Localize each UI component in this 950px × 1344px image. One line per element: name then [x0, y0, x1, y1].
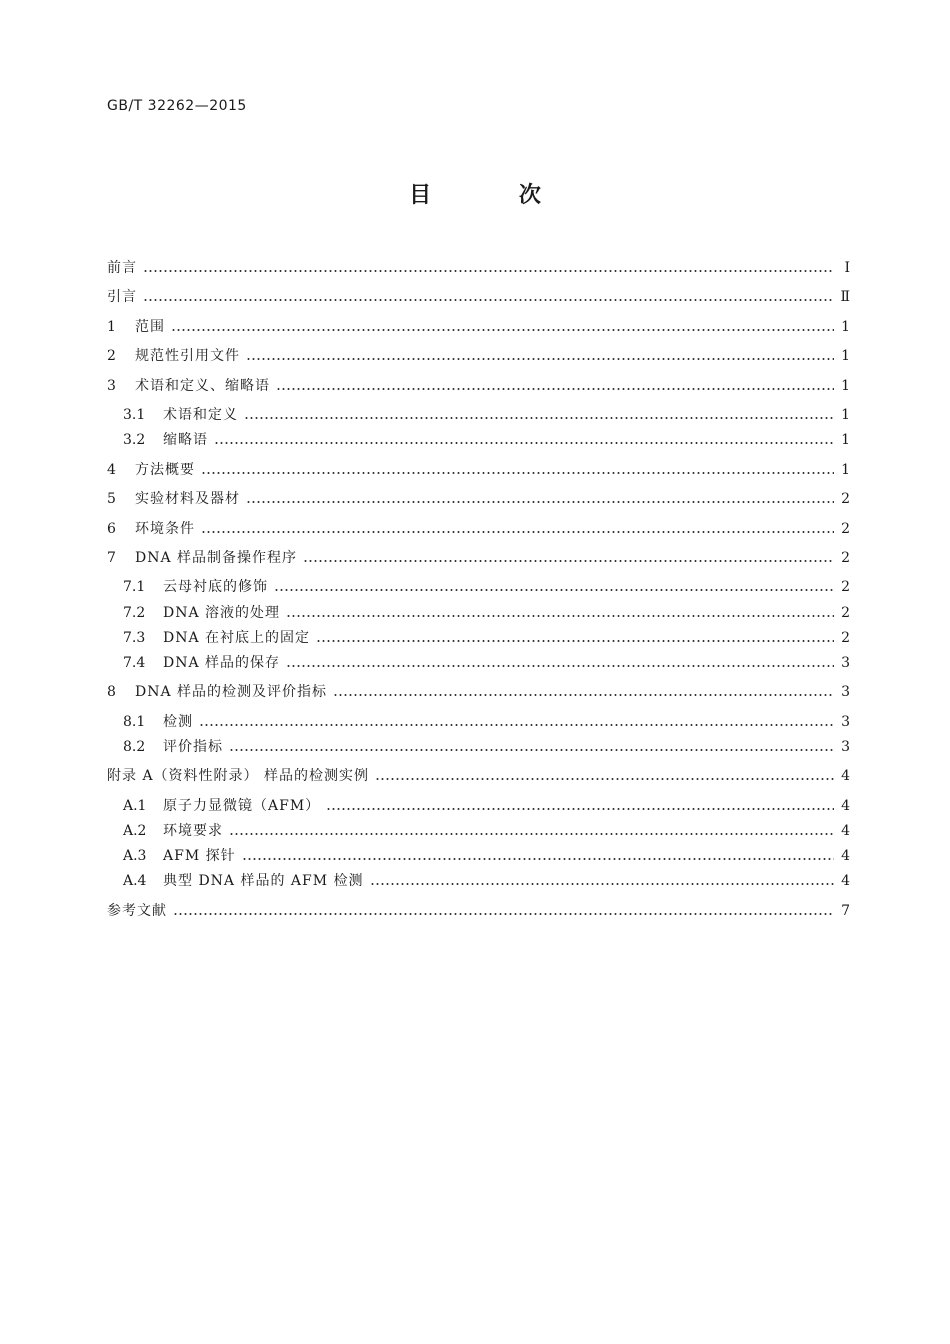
toc-entry-page: 4	[841, 798, 850, 814]
toc-entry-page: 3	[841, 739, 850, 755]
toc-entry[interactable]	[107, 869, 850, 893]
toc-dot-leader	[143, 270, 834, 272]
toc-entry-title: 环境要求	[163, 823, 223, 839]
toc-entry-page: 1	[841, 462, 850, 478]
toc-dot-leader	[173, 913, 834, 915]
toc-entry[interactable]	[107, 428, 850, 452]
toc-entry-title: DNA 样品的保存	[163, 655, 281, 671]
toc-entry-title: AFM 探针	[163, 848, 236, 864]
toc-entry-title: DNA 样品制备操作程序	[135, 550, 298, 566]
toc-entry-number: 3.2	[123, 432, 146, 448]
toc-entry[interactable]	[107, 819, 850, 843]
toc-entry-number: 8	[107, 684, 116, 700]
toc-entry[interactable]	[107, 374, 850, 398]
toc-entry-title: 缩略语	[163, 432, 208, 448]
toc-entry[interactable]	[107, 899, 850, 923]
toc-entry-title: 云母衬底的修饰	[163, 579, 268, 595]
toc-entry-number: 5	[107, 491, 116, 507]
toc-entry-title: 检测	[163, 714, 193, 730]
toc-entry-page: 7	[841, 903, 850, 919]
toc-entry-number: 8.1	[123, 714, 146, 730]
toc-entry[interactable]	[107, 735, 850, 759]
toc-dot-leader	[370, 883, 834, 885]
toc-dot-leader	[244, 417, 834, 419]
toc-dot-leader	[316, 640, 834, 642]
toc-entry-page: 1	[841, 432, 850, 448]
toc-entry-page: Ⅱ	[840, 289, 850, 305]
toc-entry-page: 2	[841, 630, 850, 646]
toc-entry-title: 典型 DNA 样品的 AFM 检测	[163, 873, 364, 889]
toc-entry-page: 1	[841, 319, 850, 335]
toc-entry-number: 7	[107, 550, 116, 566]
toc-entry-page: 2	[841, 579, 850, 595]
toc-entry-title: 原子力显微镜（AFM）	[163, 798, 321, 814]
toc-entry-number: 8.2	[123, 739, 146, 755]
toc-entry[interactable]	[107, 458, 850, 482]
toc-entry-number: 1	[107, 319, 116, 335]
toc-entry[interactable]	[107, 487, 850, 511]
toc-entry-title: 实验材料及器材	[135, 491, 240, 507]
toc-entry-number: 3.1	[123, 407, 146, 423]
toc-entry-page: 2	[841, 550, 850, 566]
toc-entry-page: 3	[841, 714, 850, 730]
toc-entry-number: 6	[107, 521, 116, 537]
toc-entry-title: 环境条件	[135, 521, 195, 537]
toc-entry-page: 4	[841, 823, 850, 839]
toc-entry[interactable]	[107, 626, 850, 650]
toc-dot-leader	[286, 615, 834, 617]
toc-dot-leader	[286, 665, 834, 667]
toc-dot-leader	[375, 778, 834, 780]
toc-entry-number: 3	[107, 378, 116, 394]
toc-entry[interactable]	[107, 315, 850, 339]
toc-entry-title: 评价指标	[163, 739, 223, 755]
toc-entry-page: 3	[841, 684, 850, 700]
toc-entry-number: 7.4	[123, 655, 146, 671]
toc-entry-number: 2	[107, 348, 116, 364]
toc-entry-number: A.3	[123, 848, 147, 864]
page-title: 目 次	[409, 183, 581, 208]
toc-dot-leader	[229, 833, 834, 835]
toc-entry-title: 范围	[135, 319, 165, 335]
toc-entry-number: 7.1	[123, 579, 146, 595]
toc-dot-leader	[246, 358, 834, 360]
toc-entry-title: 附录 A（资料性附录） 样品的检测实例	[107, 768, 370, 784]
toc-dot-leader	[143, 299, 834, 301]
toc-dot-leader	[333, 694, 834, 696]
toc-entry-title: 参考文献	[107, 903, 167, 919]
toc-dot-leader	[246, 501, 834, 503]
toc-entry[interactable]	[107, 256, 850, 280]
toc-entry[interactable]	[107, 285, 850, 309]
toc-entry[interactable]	[107, 794, 850, 818]
toc-dot-leader	[242, 858, 834, 860]
toc-entry[interactable]	[107, 344, 850, 368]
toc-entry-page: 1	[841, 378, 850, 394]
toc-entry[interactable]	[107, 710, 850, 734]
toc-entry-number: A.4	[123, 873, 147, 889]
toc-dot-leader	[201, 472, 834, 474]
toc-entry[interactable]	[107, 403, 850, 427]
toc-entry-number: A.2	[123, 823, 147, 839]
toc-entry-title: 术语和定义、缩略语	[135, 378, 270, 394]
toc-entry-number: 7.2	[123, 605, 146, 621]
toc-entry-page: 2	[841, 491, 850, 507]
toc-entry[interactable]	[107, 517, 850, 541]
toc-entry-title: DNA 溶液的处理	[163, 605, 281, 621]
toc-entry[interactable]	[107, 844, 850, 868]
toc-entry-title: DNA 样品的检测及评价指标	[135, 684, 328, 700]
toc-entry-page: 4	[841, 768, 850, 784]
toc-entry-page: Ⅰ	[844, 260, 850, 276]
toc-entry-number: 4	[107, 462, 116, 478]
toc-entry-page: 4	[841, 848, 850, 864]
toc-entry[interactable]	[107, 764, 850, 788]
toc-dot-leader	[229, 749, 834, 751]
toc-entry-page: 1	[841, 348, 850, 364]
toc-entry-title: 术语和定义	[163, 407, 238, 423]
toc-entry-title: 规范性引用文件	[135, 348, 240, 364]
toc-entry-title: 方法概要	[135, 462, 195, 478]
toc-dot-leader	[171, 329, 834, 331]
toc-entry-page: 4	[841, 873, 850, 889]
toc-entry-page: 3	[841, 655, 850, 671]
toc-dot-leader	[303, 560, 834, 562]
toc-entry-title: DNA 在衬底上的固定	[163, 630, 311, 646]
toc-entry-number: A.1	[123, 798, 147, 814]
toc-entry[interactable]	[107, 546, 850, 570]
toc-entry[interactable]	[107, 575, 850, 599]
toc-entry-title: 引言	[107, 289, 137, 305]
toc-dot-leader	[199, 724, 834, 726]
toc-dot-leader	[326, 808, 834, 810]
toc-entry-title: 前言	[107, 260, 137, 276]
toc-dot-leader	[276, 388, 834, 390]
standard-code: GB/T 32262—2015	[107, 98, 247, 114]
toc-entry-page: 2	[841, 605, 850, 621]
toc-entry[interactable]	[107, 601, 850, 625]
toc-entry-page: 2	[841, 521, 850, 537]
toc-dot-leader	[214, 442, 834, 444]
toc-entry[interactable]	[107, 680, 850, 704]
toc-dot-leader	[201, 531, 834, 533]
toc-dot-leader	[274, 589, 834, 591]
toc-entry-number: 7.3	[123, 630, 146, 646]
toc-entry[interactable]	[107, 651, 850, 675]
toc-entry-page: 1	[841, 407, 850, 423]
